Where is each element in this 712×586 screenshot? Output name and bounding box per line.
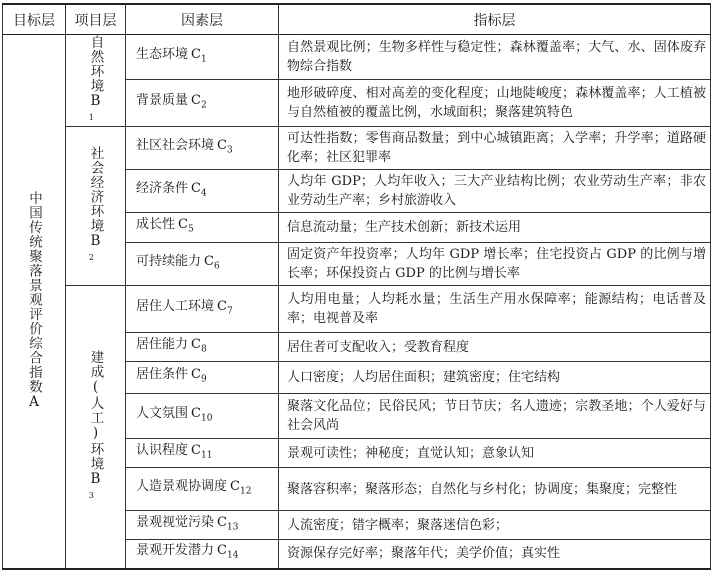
- header-item-layer: 项目层: [66, 4, 126, 35]
- group-built-environment: 建成(人工)环境$B_3$: [66, 286, 126, 569]
- header-indicator-layer: 指标层: [279, 4, 711, 35]
- factor-cell: 可持续能力 $C_6$: [126, 243, 279, 286]
- factor-cell: 经济条件 $C_4$: [126, 170, 279, 213]
- indicator-cell: 可达性指数；零售商品数量；到中心城镇距离；入学率；升学率；道路硬化率；社区犯罪率: [279, 127, 711, 170]
- factor-cell: 景观开发潜力 $C_{14}$: [126, 540, 279, 569]
- group-label: 社会经济环境: [87, 146, 104, 233]
- indicator-cell: 聚落容积率；聚落形态；自然化与乡村化；协调度；集聚度；完整性: [279, 468, 711, 511]
- group-label: 自然环境: [87, 35, 104, 93]
- indicator-cell: 人口密度；人均居住面积；建筑密度；住宅结构: [279, 362, 711, 394]
- factor-cell: 生态环境 $C_1$: [126, 35, 279, 80]
- indicator-cell: 信息流动量；生产技术创新；新技术运用: [279, 213, 711, 243]
- factor-cell: 居住条件 $C_9$: [126, 362, 279, 394]
- table-row: [3, 286, 711, 333]
- header-goal-layer: 目标层: [3, 4, 66, 35]
- factor-cell: 人造景观协调度 $C_{12}$: [126, 468, 279, 511]
- indicator-cell: 居住者可支配收入；受教育程度: [279, 333, 711, 362]
- indicator-cell: 人流密度；错字概率；聚落迷信色彩；: [279, 511, 711, 540]
- header-row: [3, 4, 711, 35]
- indicator-cell: 地形破碎度、相对高差的变化程度；山地陡峻度；森林覆盖率；人工植被与自然植被的覆盖比例，水域面积；聚落建筑特色: [279, 80, 711, 127]
- indicator-cell: 景观可读性；神秘度；直觉认知；意象认知: [279, 439, 711, 468]
- table-row: [3, 127, 711, 170]
- factor-cell: 背景质量 $C_2$: [126, 80, 279, 127]
- factor-cell: 成长性 $C_5$: [126, 213, 279, 243]
- factor-cell: 社区社会环境 $C_3$: [126, 127, 279, 170]
- table-row: [3, 35, 711, 80]
- goal-label: 中国传统聚落景观评价综合指数A: [26, 191, 42, 412]
- indicator-cell: 自然景观比例；生物多样性与稳定性；森林覆盖率；大气、水、固体废弃物综合指数: [279, 35, 711, 80]
- factor-cell: 居住能力 $C_8$: [126, 333, 279, 362]
- goal-cell: [3, 35, 66, 569]
- factor-cell: 人文氛围 $C_{10}$: [126, 394, 279, 439]
- indicator-cell: 人均年 GDP；人均年收入；三大产业结构比例；农业劳动生产率；非农业劳动生产率；乡村旅游收入: [279, 170, 711, 213]
- group-label: 建成(人工)环境: [87, 349, 104, 471]
- factor-cell: 景观视觉污染 $C_{13}$: [126, 511, 279, 540]
- group-natural-environment: 自然环境$B_1$: [66, 35, 126, 127]
- indicator-cell: 资源保存完好率；聚落年代；美学价值；真实性: [279, 540, 711, 569]
- indicator-cell: 固定资产年投资率；人均年 GDP 增长率；住宅投资占 GDP 的比例与增长率；环保投资占 GDP 的比例与增长率: [279, 243, 711, 286]
- indicator-cell: 人均用电量；人均耗水量；生活生产用水保障率；能源结构；电话普及率；电视普及率: [279, 286, 711, 333]
- factor-cell: 居住人工环境 $C_7$: [126, 286, 279, 333]
- header-factor-layer: 因素层: [126, 4, 279, 35]
- factor-cell: 认识程度 $C_{11}$: [126, 439, 279, 468]
- indicator-table: [2, 3, 711, 570]
- group-socio-economic-environment: 社会经济环境$B_2$: [66, 127, 126, 286]
- indicator-cell: 聚落文化品位；民俗民风；节日节庆；名人遗迹；宗教圣地；个人爱好与社会风尚: [279, 394, 711, 439]
